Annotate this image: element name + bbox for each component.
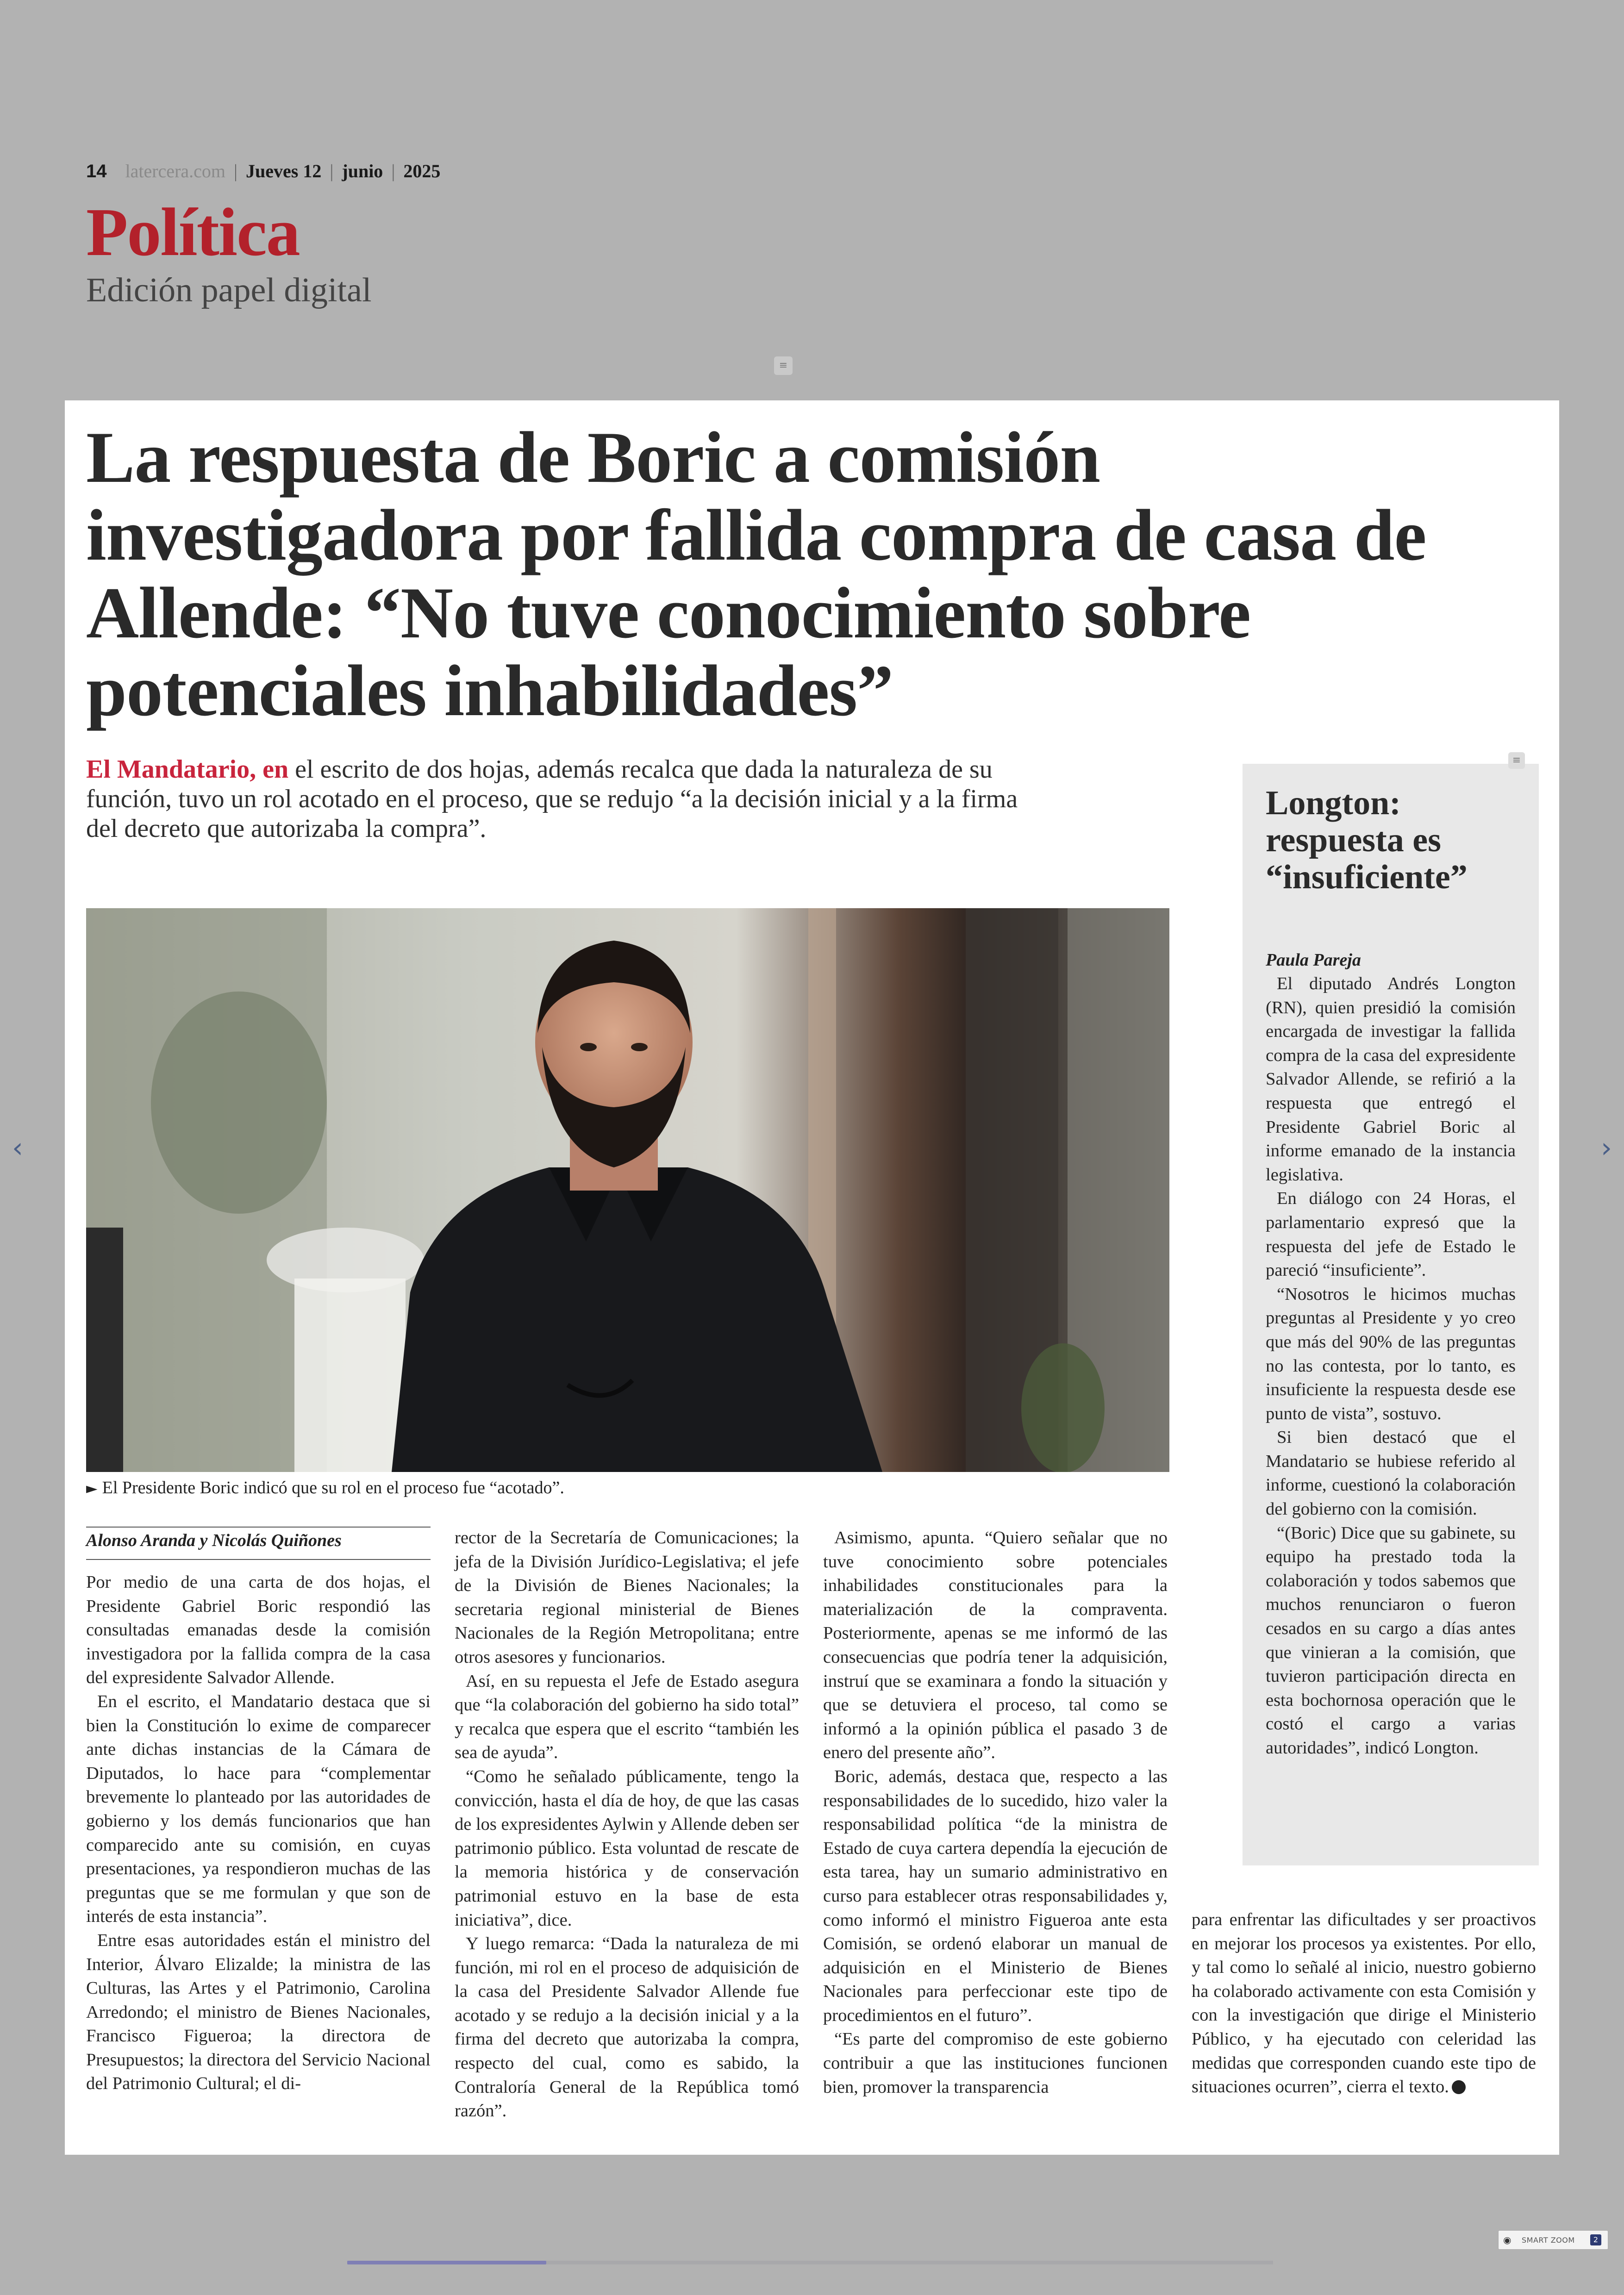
sidebar-body xyxy=(1266,972,1516,1760)
article-paragraph: Asimismo, apunta. “Quiero señalar que no tuve conocimiento sobre potenciales inhabilidades constitucionales para la materialización de la compraventa. Posteriormente, apenas se me informó de las consecuencias que podría tener la adquisición, instruí que se examinara a fondo la situación y que se detuviera el proceso, tal como se informó a la opinión pública el pasado 3 de enero del presente año”. xyxy=(823,1528,1168,1763)
closing-text: para enfrentar las dificultades y ser proactivos en mejorar los procesos ya existentes. Por ello, y tal como lo señalé al inicio, nuestro gobierno ha colaborado activamente con esta Comisión y con la investigación que dirige el Ministerio Público, y ha ejecutado con celeridad las medidas que corresponden cuando este tipo de situaciones ocurren”, cierra el texto. xyxy=(1192,1910,1536,2097)
sidebar-author: Paula Pareja xyxy=(1266,950,1361,970)
article-byline: Alonso Aranda y Nicolás Quiñones xyxy=(86,1531,342,1550)
sidebar-paragraph: “Nosotros le hicimos muchas preguntas al Presidente y yo creo que más del 90% de las preguntas no las contesta, por lo tanto, es insuficiente la respuesta desde ese punto de vista”, sostuvo. xyxy=(1266,1284,1516,1423)
separator: | xyxy=(391,161,395,181)
caption-text: El Presidente Boric indicó que su rol en el proceso fue “acotado”. xyxy=(102,1478,564,1497)
article-column-1 xyxy=(86,1571,431,2096)
separator: | xyxy=(330,161,334,181)
page-progress-fill xyxy=(347,2261,546,2264)
site-name: latercera.com xyxy=(125,161,226,181)
issue-meta xyxy=(86,160,440,182)
article-column-4 xyxy=(1192,1908,1536,2099)
article-paragraph: Entre esas autoridades están el ministro del Interior, Álvaro Elizalde; la ministra de las Culturas, las Artes y el Patrimonio, Carolina Arredondo; el ministro de Bienes Nacionales, Francisco Figueroa; la directora de Presupuestos; la directora del Servicio Nacional del Patrimonio Cultural; el di- xyxy=(86,1930,431,2094)
article-paragraph: Así, en su repuesta el Jefe de Estado asegura que “la colaboración del gobierno ha sido total” y recalca que espera que el escrito “también les sea de ayuda”. xyxy=(455,1671,799,1763)
photo-caption xyxy=(86,1478,1169,1498)
article-column-3 xyxy=(823,1526,1168,2099)
sidebar-title: Longton: respuesta es “insuficiente” xyxy=(1266,784,1468,896)
dek-text: el escrito de dos hojas, además recalca que dada la naturaleza de su función, tuvo un rol acotado en el proceso, que se redujo “a la decisión inicial y a la firma del decreto que autorizaba la compra”. xyxy=(86,755,1018,843)
end-mark-icon xyxy=(1452,2080,1466,2094)
sidebar-paragraph: Si bien destacó que el Mandatario se hubiese referido al informe, cuestionó la colaboración del gobierno con la comisión. xyxy=(1266,1428,1516,1519)
photo-illustration xyxy=(86,908,1169,1472)
article-photo[interactable] xyxy=(86,908,1169,1472)
article-column-2 xyxy=(455,1526,799,2123)
article-dek xyxy=(86,755,1035,843)
issue-year: 2025 xyxy=(403,161,441,181)
chevron-right-icon: › xyxy=(1601,1132,1612,1164)
prev-page-button[interactable] xyxy=(4,1129,31,1166)
next-page-button[interactable] xyxy=(1593,1129,1620,1166)
article-paragraph: En el escrito, el Mandatario destaca que si bien la Constitución lo exime de comparecer ante dichas instancias de la Cámara de Diputados, lo hace para “complementar brevemente lo planteado por las autoridades de gobierno y los demás funcionarios que han comparecido ante su comisión, en cuyas presentaciones, ya respondieron muchas de las preguntas que se me formulan y que son de interés de esta instancia”. xyxy=(86,1691,431,1927)
dek-lead: El Mandatario, en xyxy=(86,755,289,784)
eye-icon: ◉ xyxy=(1503,2234,1512,2245)
smart-zoom-badge: 2 xyxy=(1590,2234,1601,2245)
issue-day: Jueves 12 xyxy=(246,161,322,181)
article-paragraph: “Como he señalado públicamente, tengo la convicción, hasta el día de hoy, de que las casas de los expresidentes Aylwin y Allende deben ser patrimonio público. Esta voluntad de rescate de la memoria histórica y de conservación patrimonial estuvo en la base de esta iniciativa”, dice. xyxy=(455,1766,799,1930)
section-title: Política xyxy=(86,194,300,270)
article-paragraph: “Es parte del compromiso de este gobierno contribuir a que las instituciones funcionen bien, promover la transparencia xyxy=(823,2029,1168,2097)
article-paragraph: Y luego remarca: “Dada la naturaleza de mi función, mi rol en el proceso de adquisición de la casa del Presidente Salvador Allende fue acotado y se redujo a la decisión inicial y a la firma del decreto que autorizaba la compra, respecto del cual, como es sabido, la Contraloría General de la República tomó razón”. xyxy=(455,1934,799,2121)
chevron-left-icon: ‹ xyxy=(12,1132,23,1164)
sidebar-paragraph: El diputado Andrés Longton (RN), quien presidió la comisión encargada de investigar la fallida compra de la casa del expresidente Salvador Allende, se refirió a la respuesta que entregó el Presidente Gabriel Boric al informe emanado de la instancia legislativa. xyxy=(1266,974,1516,1185)
sidebar-paragraph: En diálogo con 24 Horas, el parlamentario expresó que la respuesta del jefe de Estado le pareció “insuficiente”. xyxy=(1266,1189,1516,1280)
edition-label: Edición papel digital xyxy=(86,271,372,309)
article-paragraph: Boric, además, destaca que, respecto a las responsabilidades de lo sucedido, hizo valer la responsabilidad política “de la ministra de Estado de cuya cartera dependía la ejecución de esta tarea, hay un sumario administrativo en curso para establecer otras responsabilidades y, como informó el ministro Figueroa ante esta Comisión, se ordenó elaborar un manual de adquisición en el Ministerio de Bienes Nacionales para perfeccionar este tipo de procedimientos en el futuro”. xyxy=(823,1766,1168,2025)
caption-arrow-icon: ► xyxy=(86,1479,98,1497)
article-paragraph xyxy=(1192,1908,1536,2099)
issue-month: junio xyxy=(342,161,383,181)
separator: | xyxy=(234,161,238,181)
article-paragraph: Por medio de una carta de dos hojas, el Presidente Gabriel Boric respondió las consultadas emanadas desde la comisión investigadora por la fallida compra de la casa del expresidente Salvador Allende. xyxy=(86,1572,431,1688)
smart-zoom-label: SMART ZOOM xyxy=(1522,2236,1575,2245)
annotation-marker-icon[interactable]: ≡ xyxy=(774,356,793,375)
byline-rule xyxy=(86,1527,431,1528)
byline-rule xyxy=(86,1559,431,1560)
smart-zoom-button[interactable] xyxy=(1498,2230,1608,2250)
article-headline: La respuesta de Boric a comisión investigadora por fallida compra de casa de Allende: “No tuve conocimiento sobre potenciales inhabilidades” xyxy=(86,417,1426,731)
annotation-marker-icon[interactable]: ≡ xyxy=(1508,752,1525,769)
page-number: 14 xyxy=(86,161,107,181)
article-paragraph: rector de la Secretaría de Comunicaciones; la jefa de la División Jurídico-Legislativa; el jefe de la División de Bienes Nacionales; la secretaria regional ministerial de Bienes Nacionales de la Región Metropolitana; entre otros asesores y funcionarios. xyxy=(455,1528,799,1667)
sidebar-paragraph: “(Boric) Dice que su gabinete, su equipo ha prestado toda la colaboración y todos sabemos que muchos renunciaron o fueron cesados en su cargo a días antes que vinieran a la comisión, que tuvieron participación directa en esta bochornosa operación que le costó el cargo a varias autoridades”, indicó Longton. xyxy=(1266,1523,1516,1758)
